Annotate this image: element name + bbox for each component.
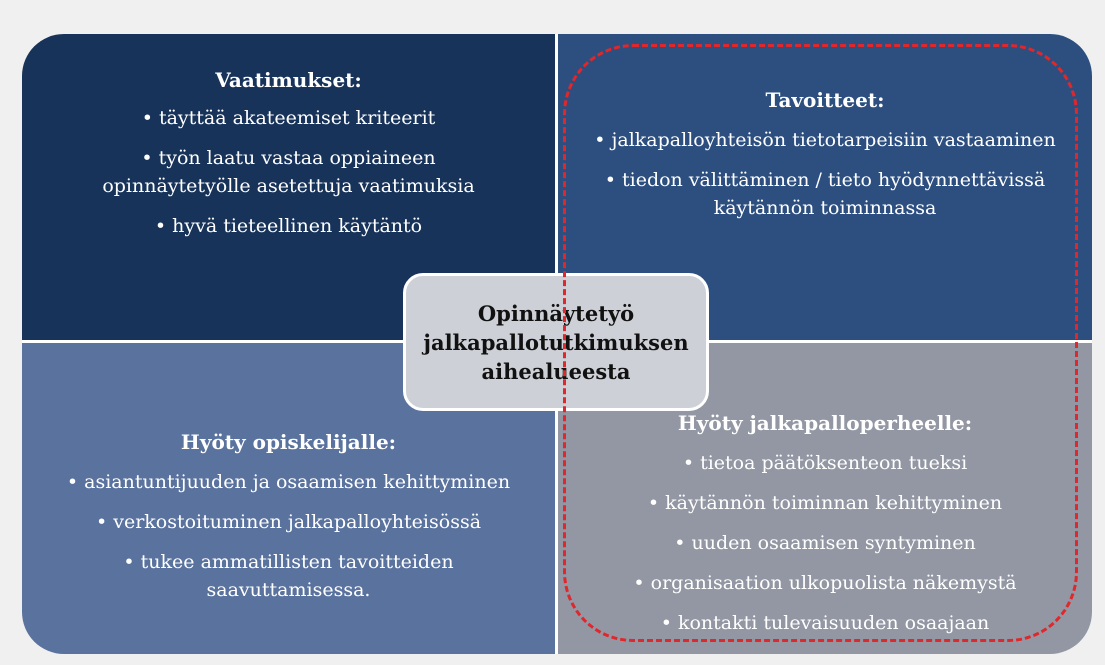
family-benefit-title: Hyöty jalkapalloperheelle: bbox=[677, 411, 973, 435]
goals-item: • jalkapalloyhteisön tietotarpeisiin vastaaminen bbox=[572, 126, 1078, 154]
family-benefit-item: • kontakti tulevaisuuden osaajaan bbox=[568, 609, 1082, 637]
student-benefit-item: • verkostoituminen jalkapalloyhteisössä bbox=[32, 508, 545, 536]
requirements-item: • hyvä tieteellinen käytäntö bbox=[78, 212, 499, 240]
goals-title: Tavoitteet: bbox=[765, 88, 885, 112]
family-benefit-item: • organisaation ulkopuolista näkemystä bbox=[568, 569, 1082, 597]
student-benefit-list bbox=[22, 468, 555, 616]
center-line: Opinnäytetyö bbox=[477, 300, 635, 326]
student-benefit-item: • asiantuntijuuden ja osaamisen kehittyminen bbox=[32, 468, 545, 496]
center-line: aihealueesta bbox=[481, 358, 631, 384]
family-benefit-item: • käytännön toiminnan kehittyminen bbox=[568, 489, 1082, 517]
requirements-title: Vaatimukset: bbox=[215, 68, 362, 92]
requirements-item: • työn laatu vastaa oppiaineen opinnäytetyölle asetettuja vaatimuksia bbox=[78, 144, 499, 200]
center-topic-text bbox=[423, 299, 688, 386]
requirements-item: • täyttää akateemiset kriteerit bbox=[78, 104, 499, 132]
family-benefit-item: • uuden osaamisen syntyminen bbox=[568, 529, 1082, 557]
family-benefit-item: • tietoa päätöksenteon tueksi bbox=[568, 449, 1082, 477]
family-benefit-list bbox=[558, 449, 1092, 649]
center-line: jalkapallotutkimuksen bbox=[423, 329, 689, 355]
student-benefit-title: Hyöty opiskelijalle: bbox=[180, 430, 397, 454]
student-benefit-item: • tukee ammatillisten tavoitteiden saavuttamisessa. bbox=[32, 548, 545, 604]
goals-item: • tiedon välittäminen / tieto hyödynnettävissä käytännön toiminnassa bbox=[572, 166, 1078, 222]
center-topic-box bbox=[403, 273, 709, 411]
goals-list bbox=[558, 126, 1092, 234]
requirements-list bbox=[22, 104, 555, 252]
